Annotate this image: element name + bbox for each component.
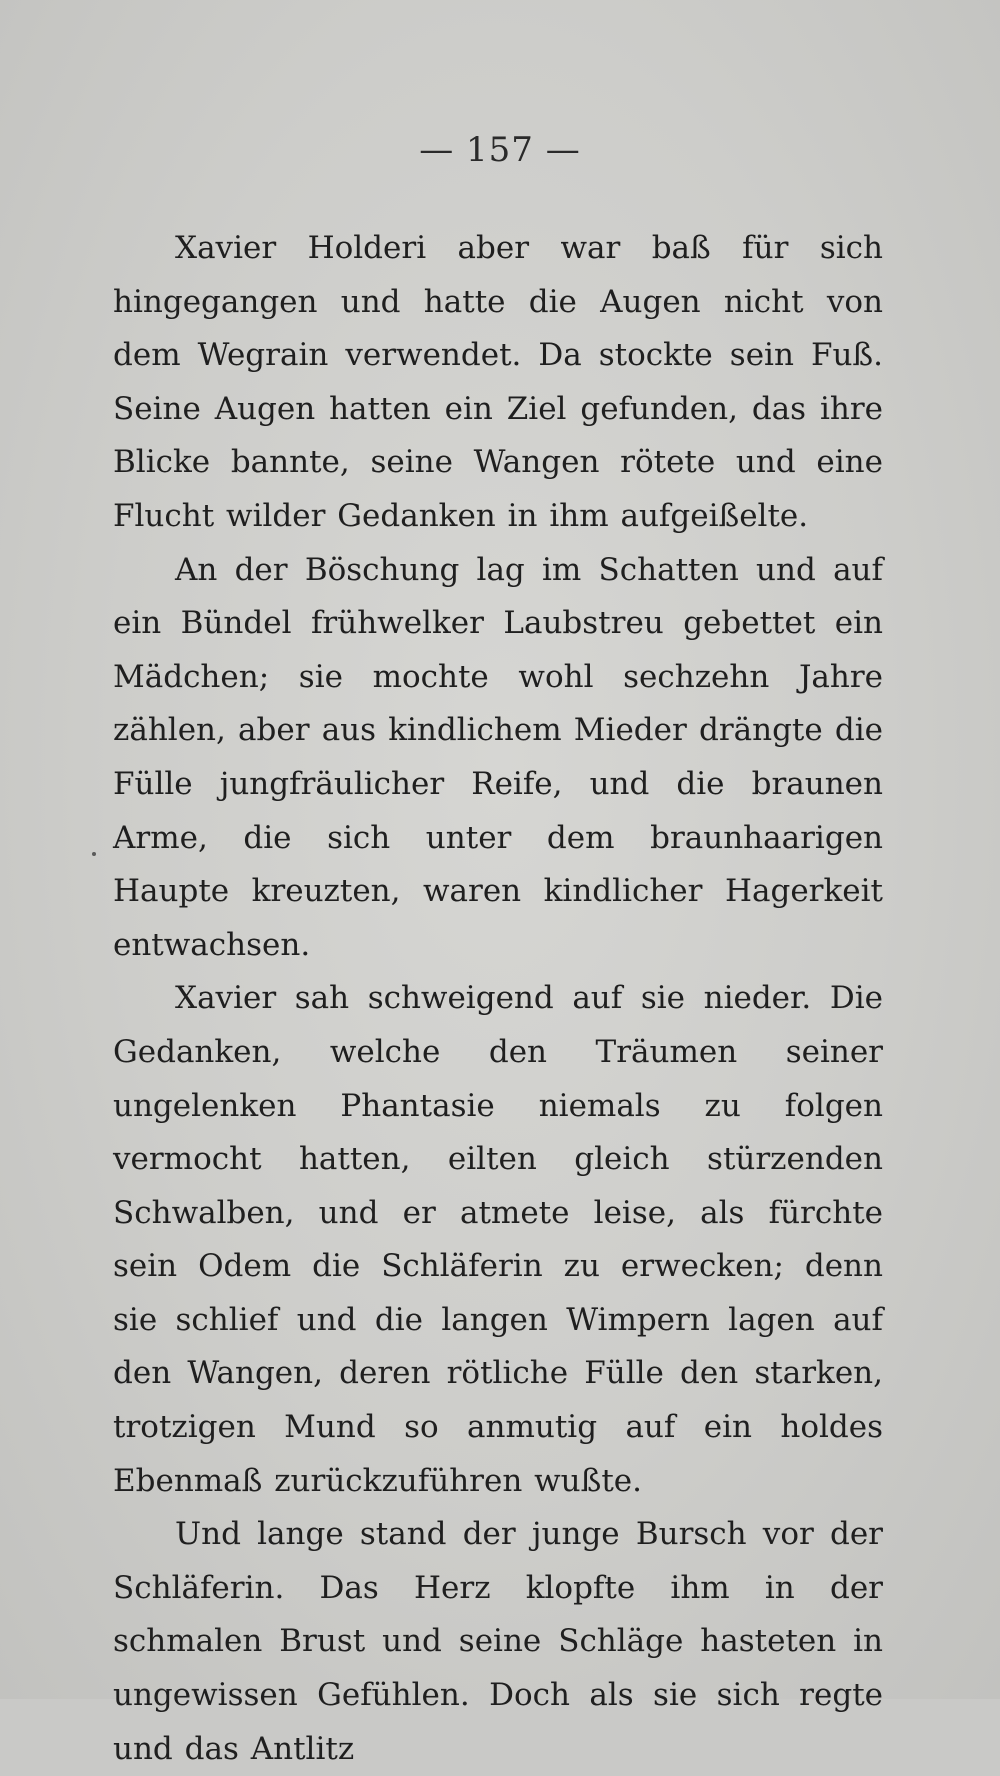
paragraph-1: Xavier Holderi aber war baß für sich hingegangen und hatte die Augen nicht von dem Wegrain verwendet. Da stockte sein Fuß. Seine Augen hatten ein Ziel gefunden, das ihre Blicke bannte, seine Wangen rötete und eine Flucht wilder Gedanken in ihm aufgeißelte. <box>113 230 883 534</box>
paragraph-3: Xavier sah schweigend auf sie nieder. Die Gedanken, welche den Träumen seiner ungelenken Phantasie niemals zu folgen vermocht hatten, eilten gleich stürzenden Schwalben, und er atmete leise, als fürchte sein Odem die Schläferin zu erwecken; denn sie schlief und die langen Wimpern lagen auf den Wangen, deren rötliche Fülle den starken, trotzigen Mund so anmutig auf ein holdes Ebenmaß zurückzuführen wußte. <box>113 980 883 1499</box>
body-text <box>113 222 883 1776</box>
ink-speck <box>92 852 96 856</box>
paragraph-2: An der Böschung lag im Schatten und auf ein Bündel frühwelker Laubstreu gebettet ein Mädchen; sie mochte wohl sechzehn Jahre zählen, aber aus kindlichem Mieder drängte die Fülle jungfräulicher Reife, und die braunen Arme, die sich unter dem braunhaarigen Haupte kreuzten, waren kindlicher Hagerkeit entwachsen. <box>113 551 883 963</box>
page-number: — 157 — <box>419 130 581 170</box>
paragraph-4: Und lange stand der junge Bursch vor der Schläferin. Das Herz klopfte ihm in der schmalen Brust und seine Schläge hasteten in ungewissen Gefühlen. Doch als sie sich regte und das Antlitz <box>113 1516 883 1767</box>
